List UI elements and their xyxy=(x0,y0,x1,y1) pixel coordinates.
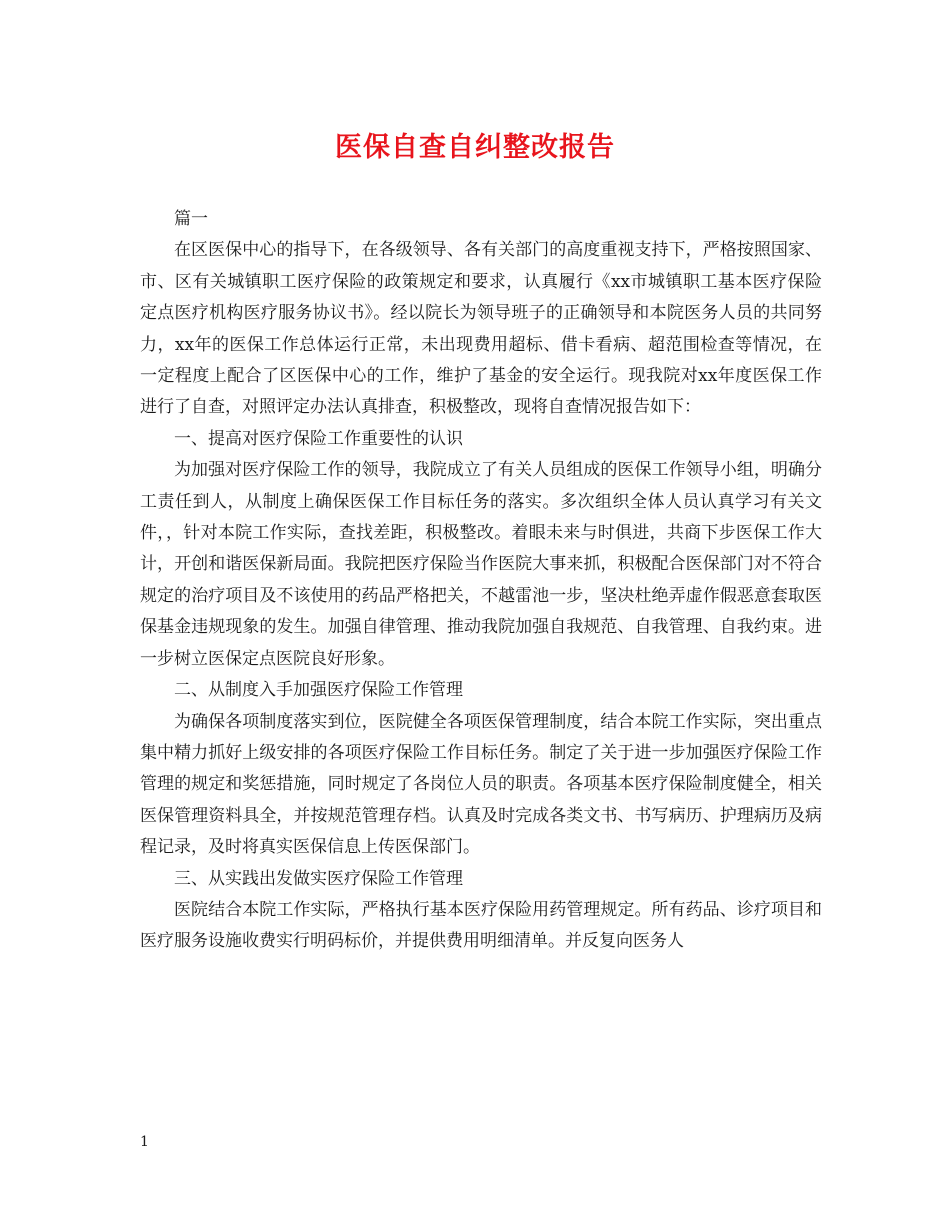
document-body xyxy=(140,204,822,958)
section-paragraph-2: 为确保各项制度落实到位，医院健全各项医保管理制度，结合本院工作实际，突出重点集中精力抓好上级安排的各项医疗保险工作目标任务。制定了关于进一步加强医疗保险工作管理的规定和奖惩措施，同时规定了各岗位人员的职责。各项基本医疗保险制度健全，相关医保管理资料具全，并按规范管理存档。认真及时完成各类文书、书写病历、护理病历及病程记录，及时将真实医保信息上传医保部门。 xyxy=(140,711,822,858)
section-heading-2: 二、从制度入手加强医疗保险工作管理 xyxy=(174,680,463,701)
section-paragraph-1: 为加强对医疗保险工作的领导，我院成立了有关人员组成的医保工作领导小组，明确分工责任到人，从制度上确保医保工作目标任务的落实。多次组织全体人员认真学习有关文件，，针对本院工作实际，查找差距，积极整改。着眼未来与时俱进，共商下步医保工作大计，开创和谐医保新局面。我院把医疗保险当作医院大事来抓，积极配合医保部门对不符合规定的治疗项目及不该使用的药品严格把关，不越雷池一步，坚决杜绝弄虚作假恶意套取医保基金违规现象的发生。加强自律管理、推动我院加强自我规范、自我管理、自我约束。进一步树立医保定点医院良好形象。 xyxy=(140,460,822,669)
page-number: 1 xyxy=(140,1134,149,1150)
section-heading-3: 三、从实践出发做实医疗保险工作管理 xyxy=(174,868,463,889)
section-paragraph-3: 医院结合本院工作实际，严格执行基本医疗保险用药管理规定。所有药品、诊疗项目和医疗服务设施收费实行明码标价，并提供费用明细清单。并反复向医务人 xyxy=(140,899,822,952)
section-label: 篇一 xyxy=(174,209,208,229)
document-title: 医保自查自纠整改报告 xyxy=(335,132,615,163)
section-heading-1: 一、提高对医疗保险工作重要性的认识 xyxy=(174,428,463,449)
intro-paragraph: 在区医保中心的指导下，在各级领导、各有关部门的高度重视支持下，严格按照国家、市、区有关城镇职工医疗保险的政策规定和要求，认真履行《xx市城镇职工基本医疗保险定点医疗机构医疗服务协议书》。经以院长为领导班子的正确领导和本院医务人员的共同努力，xx年的医保工作总体运行正常，未出现费用超标、借卡看病、超范围检查等情况，在一定程度上配合了区医保中心的工作，维护了基金的安全运行。现我院对xx年度医保工作进行了自查，对照评定办法认真排查，积极整改，现将自查情况报告如下： xyxy=(140,240,822,418)
